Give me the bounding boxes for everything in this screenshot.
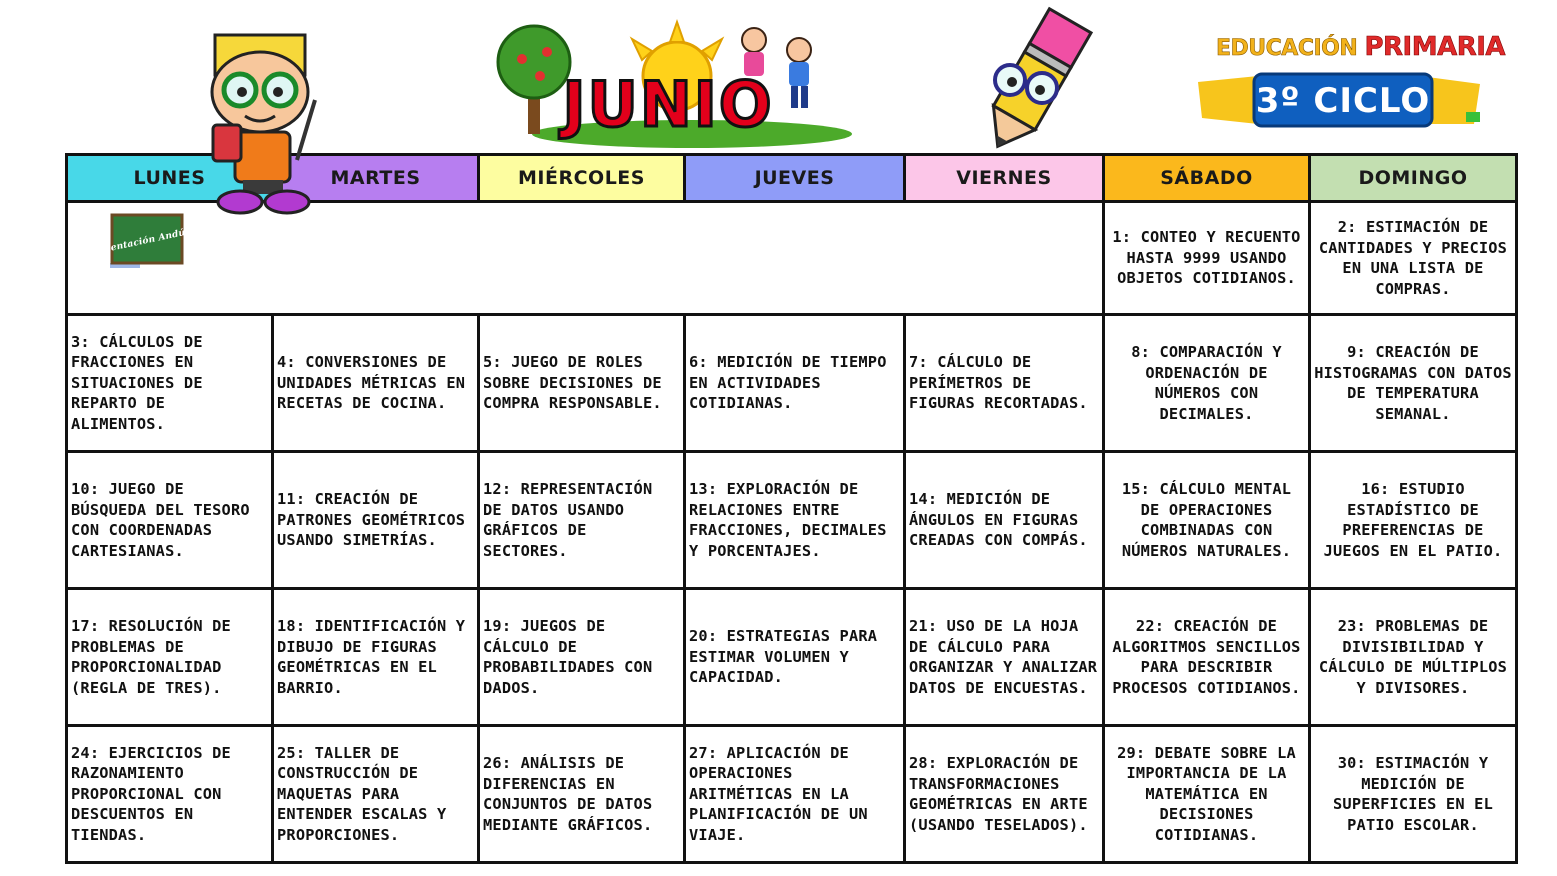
boy-with-calculator-illustration [195, 30, 345, 215]
day-cell: 11: CREACIÓN DE PATRONES GEOMÉTRICOS USANDO SIMETRÍAS. [273, 452, 479, 589]
day-cell: 3: CÁLCULOS DE FRACCIONES EN SITUACIONES DE REPARTO DE ALIMENTOS. [67, 315, 273, 452]
day-cell: 5: JUEGO DE ROLES SOBRE DECISIONES DE COMPRA RESPONSABLE. [479, 315, 685, 452]
day-header-sabado: SÁBADO [1104, 155, 1310, 202]
brand-word-educacion: EDUCACIÓN [1216, 36, 1358, 61]
brand-logo [1198, 30, 1506, 134]
day-cell: 25: TALLER DE CONSTRUCCIÓN DE MAQUETAS PARA ENTENDER ESCALAS Y PROPORCIONES. [273, 726, 479, 863]
chalkboard-logo-text: Orientación Andújar [93, 225, 201, 257]
day-cell: 8: COMPARACIÓN Y ORDENACIÓN DE NÚMEROS CON DECIMALES. [1104, 315, 1310, 452]
month-title: JUNIO [562, 68, 774, 141]
brand-title [1216, 32, 1505, 62]
week-row [67, 452, 1517, 589]
pencil-character-illustration [970, 10, 1095, 156]
june-calendar-table [65, 153, 1518, 864]
day-cell: 23: PROBLEMAS DE DIVISIBILIDAD Y CÁLCULO DE MÚLTIPLOS Y DIVISORES. [1310, 589, 1517, 726]
day-header-martes: MARTES [273, 155, 479, 202]
day-cell: 29: DEBATE SOBRE LA IMPORTANCIA DE LA MATEMÁTICA EN DECISIONES COTIDIANAS. [1104, 726, 1310, 863]
day-header-jueves: JUEVES [685, 155, 905, 202]
week-row [67, 315, 1517, 452]
day-header-miercoles: MIÉRCOLES [479, 155, 685, 202]
day-cell: 16: ESTUDIO ESTADÍSTICO DE PREFERENCIAS DE JUEGOS EN EL PATIO. [1310, 452, 1517, 589]
day-cell: 10: JUEGO DE BÚSQUEDA DEL TESORO CON COORDENADAS CARTESIANAS. [67, 452, 273, 589]
day-cell: 6: MEDICIÓN DE TIEMPO EN ACTIVIDADES COTIDIANAS. [685, 315, 905, 452]
month-title-illustration [492, 14, 858, 150]
day-cell: 13: EXPLORACIÓN DE RELACIONES ENTRE FRACCIONES, DECIMALES Y PORCENTAJES. [685, 452, 905, 589]
day-cell: 21: USO DE LA HOJA DE CÁLCULO PARA ORGANIZAR Y ANALIZAR DATOS DE ENCUESTAS. [905, 589, 1104, 726]
day-cell: 15: CÁLCULO MENTAL DE OPERACIONES COMBINADAS CON NÚMEROS NATURALES. [1104, 452, 1310, 589]
day-cell: 1: CONTEO Y RECUENTO HASTA 9999 USANDO OBJETOS COTIDIANOS. [1104, 202, 1310, 315]
day-cell: 7: CÁLCULO DE PERÍMETROS DE FIGURAS RECORTADAS. [905, 315, 1104, 452]
day-header-viernes: VIERNES [905, 155, 1104, 202]
day-header-domingo: DOMINGO [1310, 155, 1517, 202]
day-cell: 2: ESTIMACIÓN DE CANTIDADES Y PRECIOS EN UNA LISTA DE COMPRAS. [1310, 202, 1517, 315]
day-cell: 12: REPRESENTACIÓN DE DATOS USANDO GRÁFICOS DE SECTORES. [479, 452, 685, 589]
day-cell: 27: APLICACIÓN DE OPERACIONES ARITMÉTICAS EN LA PLANIFICACIÓN DE UN VIAJE. [685, 726, 905, 863]
week-row [67, 726, 1517, 863]
day-cell: 20: ESTRATEGIAS PARA ESTIMAR VOLUMEN Y CAPACIDAD. [685, 589, 905, 726]
day-cell: 4: CONVERSIONES DE UNIDADES MÉTRICAS EN RECETAS DE COCINA. [273, 315, 479, 452]
brand-word-primaria: PRIMARIA [1364, 32, 1506, 62]
day-cell: 17: RESOLUCIÓN DE PROBLEMAS DE PROPORCIONALIDAD (REGLA DE TRES). [67, 589, 273, 726]
week-row [67, 202, 1517, 315]
day-cell: 28: EXPLORACIÓN DE TRANSFORMACIONES GEOMÉTRICAS EN ARTE (USANDO TESELADOS). [905, 726, 1104, 863]
day-cell: 22: CREACIÓN DE ALGORITMOS SENCILLOS PARA DESCRIBIR PROCESOS COTIDIANOS. [1104, 589, 1310, 726]
day-header-lunes: LUNES [67, 155, 273, 202]
day-cell: 18: IDENTIFICACIÓN Y DIBUJO DE FIGURAS GEOMÉTRICAS EN EL BARRIO. [273, 589, 479, 726]
day-cell: 24: EJERCICIOS DE RAZONAMIENTO PROPORCIONAL CON DESCUENTOS EN TIENDAS. [67, 726, 273, 863]
day-cell: 30: ESTIMACIÓN Y MEDICIÓN DE SUPERFICIES EN EL PATIO ESCOLAR. [1310, 726, 1517, 863]
day-cell: 26: ANÁLISIS DE DIFERENCIAS EN CONJUNTOS DE DATOS MEDIANTE GRÁFICOS. [479, 726, 685, 863]
day-cell: 14: MEDICIÓN DE ÁNGULOS EN FIGURAS CREADAS CON COMPÁS. [905, 452, 1104, 589]
chalkboard-logo [93, 213, 201, 271]
day-cell: 19: JUEGOS DE CÁLCULO DE PROBABILIDADES CON DADOS. [479, 589, 685, 726]
day-cell: 9: CREACIÓN DE HISTOGRAMAS CON DATOS DE TEMPERATURA SEMANAL. [1310, 315, 1517, 452]
week-row [67, 589, 1517, 726]
empty-days-cell [67, 202, 1104, 315]
brand-cycle-label: 3º CICLO [1255, 81, 1431, 121]
